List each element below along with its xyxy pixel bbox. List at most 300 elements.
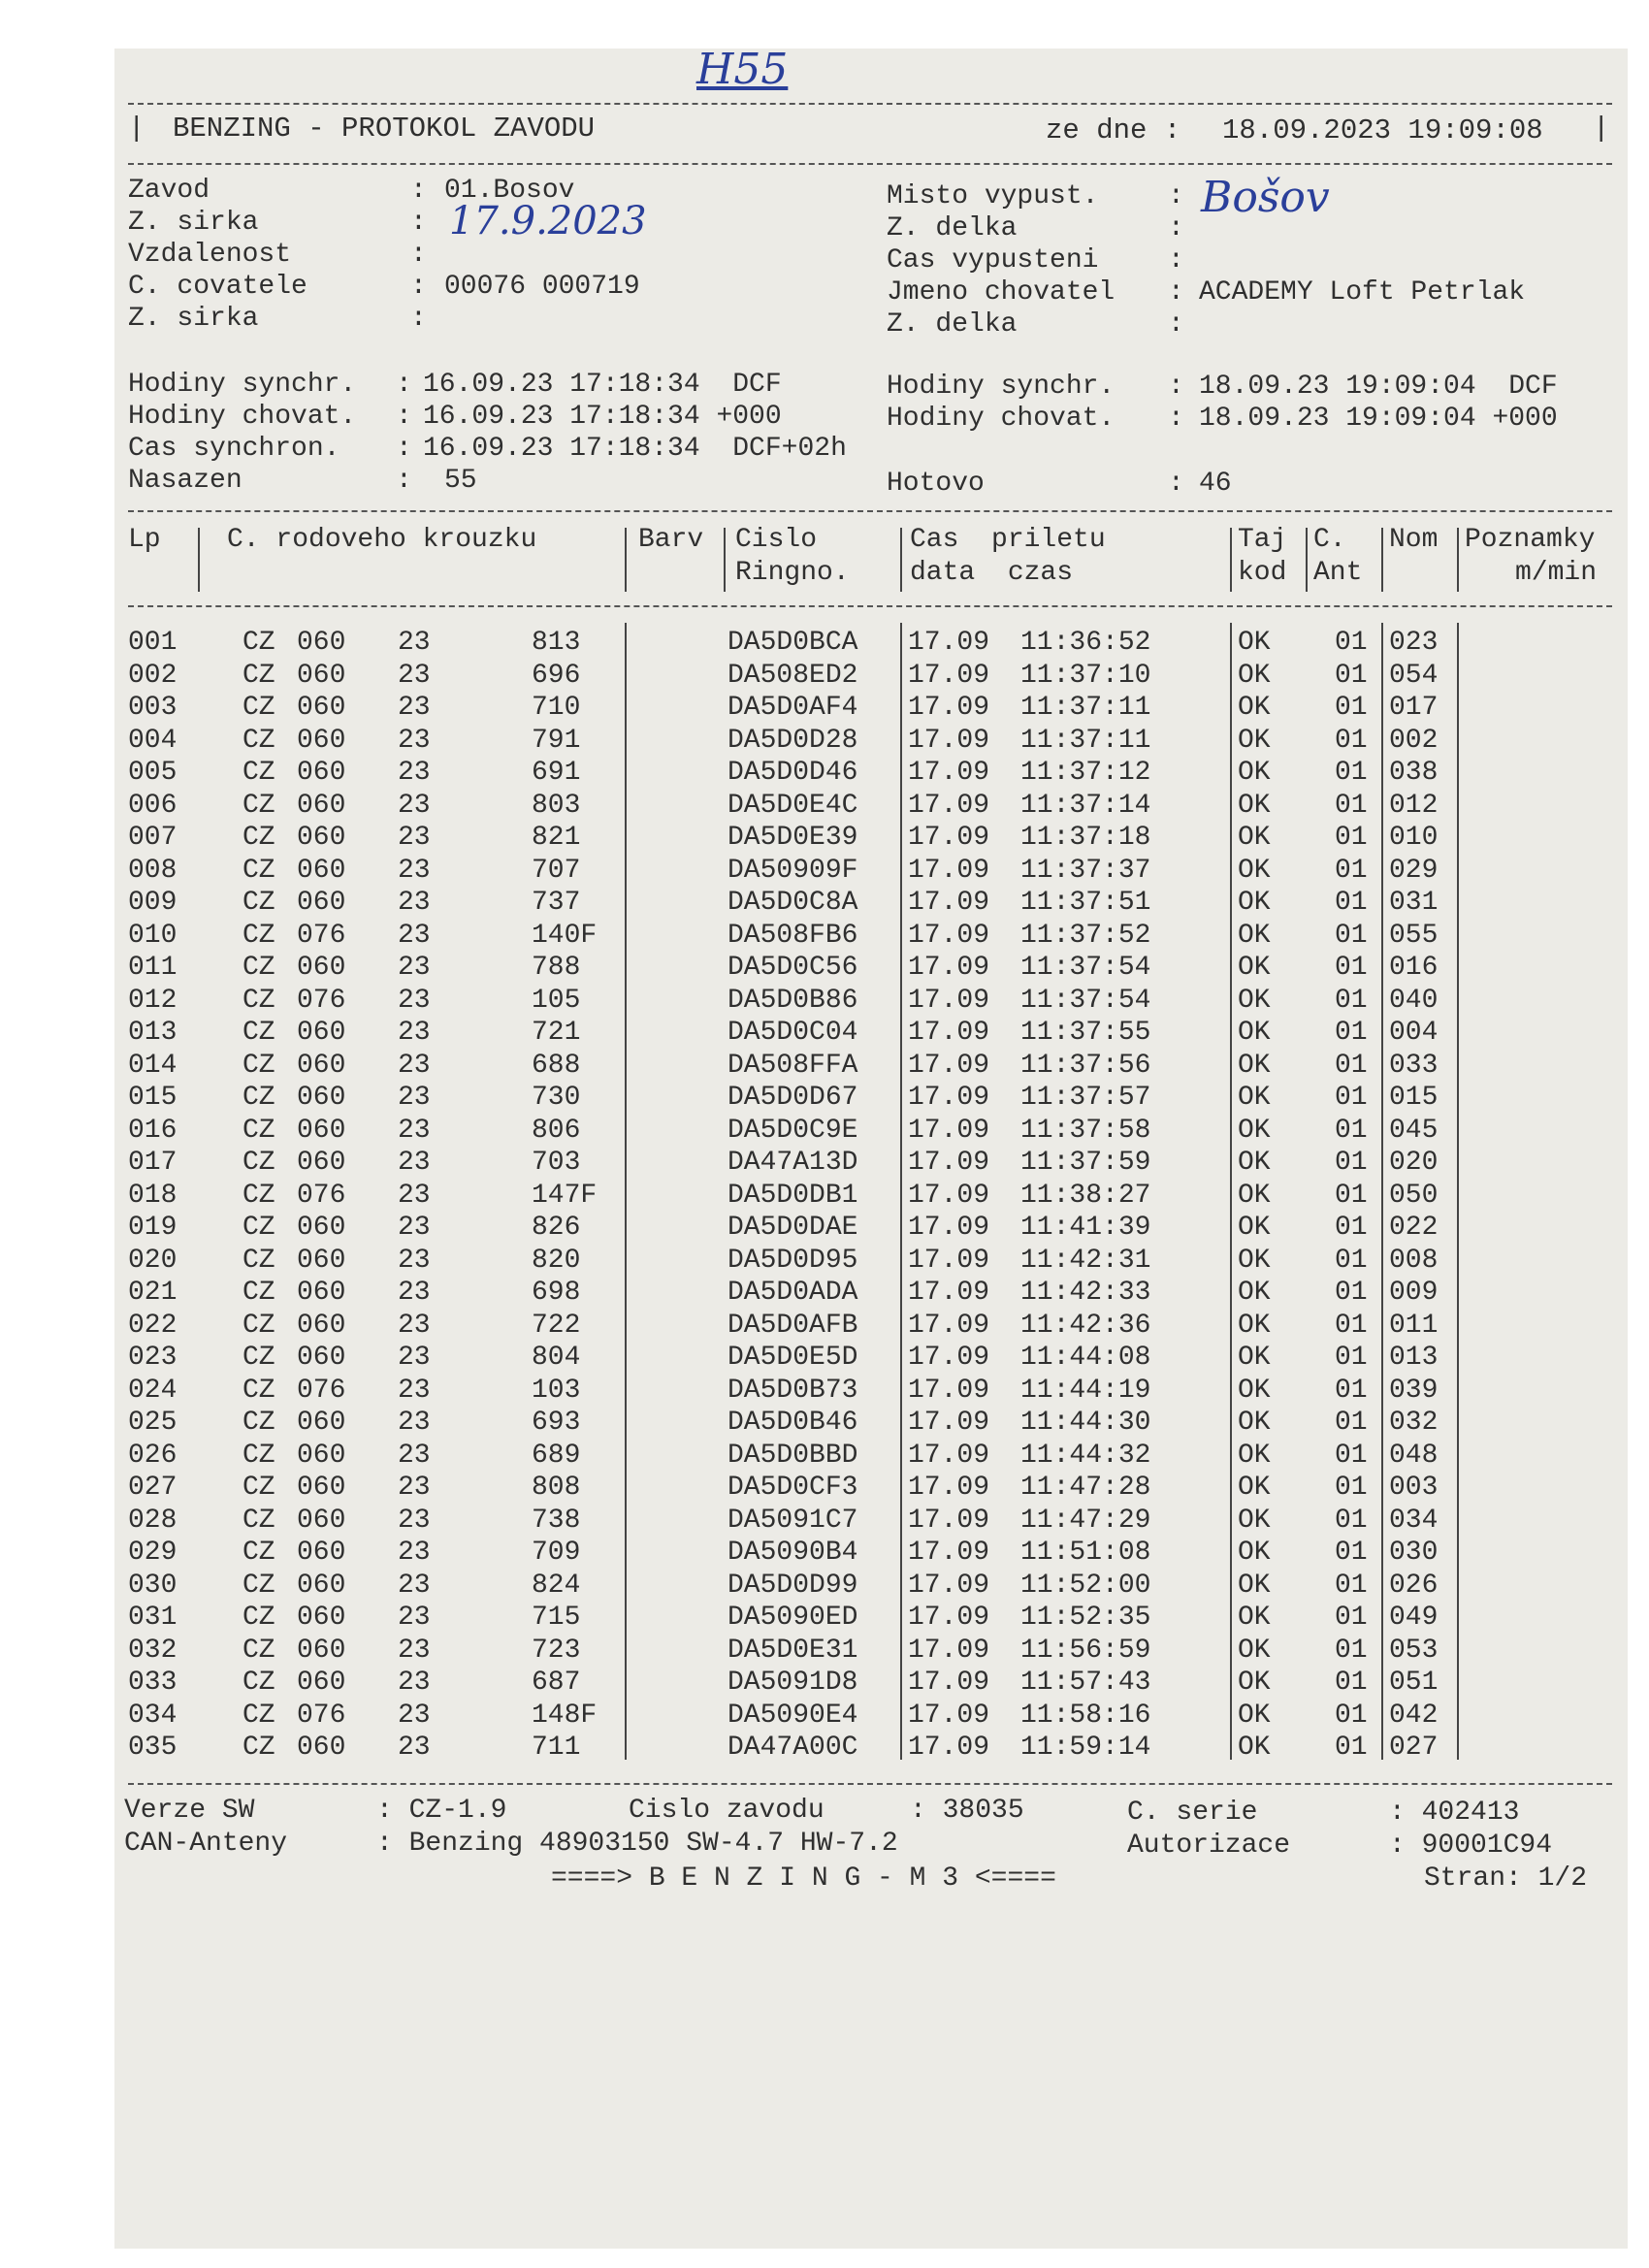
row-time: 11:37:54 <box>1020 985 1151 1016</box>
row-date: 17.09 <box>908 725 990 756</box>
clock-left-value: 16.09.23 17:18:34 +000 <box>423 402 782 432</box>
row-year: 23 <box>398 790 431 821</box>
row-org: 060 <box>297 1635 346 1666</box>
table-row <box>114 920 1628 953</box>
nasazen-value: 55 <box>444 466 477 496</box>
row-time: 11:37:51 <box>1020 888 1151 918</box>
row-lp: 031 <box>128 1603 178 1633</box>
row-time: 11:47:28 <box>1020 1473 1151 1503</box>
row-time: 11:37:10 <box>1020 660 1151 691</box>
row-time: 11:37:52 <box>1020 920 1151 951</box>
row-cz: CZ <box>242 1018 275 1048</box>
row-ringno: DA5D0C9E <box>728 1115 858 1146</box>
info-value-jmeno: ACADEMY Loft Petrlak <box>1199 277 1526 308</box>
row-cz: CZ <box>242 660 275 691</box>
row-year: 23 <box>398 1278 431 1308</box>
row-ringno: DA508ED2 <box>728 660 858 691</box>
row-status: OK <box>1238 823 1271 853</box>
col-c: C. <box>1313 525 1346 555</box>
row-status: OK <box>1238 1278 1271 1308</box>
row-lp: 032 <box>128 1635 178 1666</box>
row-antenna: 01 <box>1335 790 1368 821</box>
info-colon: : <box>410 176 427 206</box>
row-status: OK <box>1238 1115 1271 1146</box>
row-ringno: DA47A00C <box>728 1733 858 1763</box>
row-date: 17.09 <box>908 628 990 658</box>
row-year: 23 <box>398 985 431 1016</box>
info-colon: : <box>396 402 412 432</box>
row-ringno: DA5D0AFB <box>728 1310 858 1341</box>
info-label-z-delka: Z. delka <box>887 213 1018 243</box>
table-row <box>114 1570 1628 1603</box>
row-time: 11:38:27 <box>1020 1180 1151 1211</box>
header-divider <box>1230 528 1232 592</box>
row-time: 11:44:19 <box>1020 1375 1151 1406</box>
row-ringno: DA5D0E39 <box>728 823 858 853</box>
row-status: OK <box>1238 1180 1271 1211</box>
row-ring-number: 813 <box>532 628 581 658</box>
row-cz: CZ <box>242 1148 275 1178</box>
table-row <box>114 692 1628 725</box>
table-row <box>114 1635 1628 1668</box>
row-antenna: 01 <box>1335 855 1368 886</box>
row-cz: CZ <box>242 985 275 1016</box>
row-org: 060 <box>297 1733 346 1763</box>
header-right-bar: | <box>1593 113 1610 145</box>
row-org: 060 <box>297 1050 346 1081</box>
col-data-czas: data czas <box>910 558 1074 588</box>
col-poznamky: Poznamky <box>1465 525 1596 555</box>
row-time: 11:36:52 <box>1020 628 1151 658</box>
row-ringno: DA5D0B86 <box>728 985 858 1016</box>
row-time: 11:42:33 <box>1020 1278 1151 1308</box>
row-org: 060 <box>297 823 346 853</box>
row-nom: 038 <box>1389 758 1439 788</box>
row-nom: 002 <box>1389 725 1439 756</box>
row-lp: 035 <box>128 1733 178 1763</box>
row-year: 23 <box>398 1635 431 1666</box>
row-antenna: 01 <box>1335 1700 1368 1731</box>
info-colon: : <box>1168 181 1184 211</box>
row-lp: 025 <box>128 1408 178 1438</box>
row-ring-number: 709 <box>532 1538 581 1568</box>
row-antenna: 01 <box>1335 1245 1368 1276</box>
row-date: 17.09 <box>908 693 990 723</box>
row-date: 17.09 <box>908 1018 990 1048</box>
row-cz: CZ <box>242 1050 275 1081</box>
row-cz: CZ <box>242 1213 275 1243</box>
col-kod: kod <box>1238 558 1287 588</box>
row-antenna: 01 <box>1335 920 1368 951</box>
row-antenna: 01 <box>1335 1213 1368 1243</box>
row-date: 17.09 <box>908 1473 990 1503</box>
row-year: 23 <box>398 1538 431 1568</box>
verze-label: Verze SW <box>124 1796 255 1826</box>
row-year: 23 <box>398 1473 431 1503</box>
row-ringno: DA5D0E31 <box>728 1635 858 1666</box>
row-status: OK <box>1238 1635 1271 1666</box>
row-date: 17.09 <box>908 660 990 691</box>
row-nom: 039 <box>1389 1375 1439 1406</box>
row-time: 11:42:36 <box>1020 1310 1151 1341</box>
table-row <box>114 1310 1628 1343</box>
row-lp: 029 <box>128 1538 178 1568</box>
row-nom: 016 <box>1389 953 1439 983</box>
handwritten-date: 17.9.2023 <box>449 199 647 243</box>
row-lp: 024 <box>128 1375 178 1406</box>
row-cz: CZ <box>242 920 275 951</box>
table-row <box>114 660 1628 693</box>
row-status: OK <box>1238 1440 1271 1471</box>
row-time: 11:56:59 <box>1020 1635 1151 1666</box>
row-ringno: DA5090B4 <box>728 1538 858 1568</box>
row-ringno: DA5D0C04 <box>728 1018 858 1048</box>
serie-label: C. serie <box>1127 1798 1258 1828</box>
table-divider <box>1381 623 1383 1760</box>
info-colon: : <box>410 240 427 270</box>
row-ring-number: 803 <box>532 790 581 821</box>
table-row <box>114 1667 1628 1700</box>
row-ring-number: 707 <box>532 855 581 886</box>
row-ring-number: 737 <box>532 888 581 918</box>
row-nom: 048 <box>1389 1440 1439 1471</box>
row-cz: CZ <box>242 1538 275 1568</box>
row-year: 23 <box>398 693 431 723</box>
row-date: 17.09 <box>908 953 990 983</box>
header-divider <box>900 528 902 592</box>
row-cz: CZ <box>242 1310 275 1341</box>
row-antenna: 01 <box>1335 1538 1368 1568</box>
row-lp: 015 <box>128 1083 178 1113</box>
row-time: 11:44:08 <box>1020 1343 1151 1373</box>
row-status: OK <box>1238 790 1271 821</box>
table-row <box>114 1602 1628 1635</box>
row-lp: 010 <box>128 920 178 951</box>
row-org: 060 <box>297 1408 346 1438</box>
row-org: 060 <box>297 1603 346 1633</box>
clock-right-label: Hodiny chovat. <box>887 404 1116 434</box>
row-ring-number: 722 <box>532 1310 581 1341</box>
row-cz: CZ <box>242 855 275 886</box>
info-label-zavod: Zavod <box>128 176 210 206</box>
row-cz: CZ <box>242 790 275 821</box>
table-row <box>114 1277 1628 1310</box>
row-org: 060 <box>297 1310 346 1341</box>
col-nom: Nom <box>1389 525 1439 555</box>
row-time: 11:37:37 <box>1020 855 1151 886</box>
row-time: 11:37:11 <box>1020 725 1151 756</box>
nasazen-label: Nasazen <box>128 466 242 496</box>
table-row <box>114 1212 1628 1245</box>
header-divider <box>625 528 627 592</box>
row-antenna: 01 <box>1335 1115 1368 1146</box>
row-nom: 003 <box>1389 1473 1439 1503</box>
table-row <box>114 757 1628 790</box>
row-date: 17.09 <box>908 1213 990 1243</box>
table-row <box>114 1115 1628 1148</box>
row-ringno: DA5D0C56 <box>728 953 858 983</box>
row-org: 060 <box>297 628 346 658</box>
clock-left-value: 16.09.23 17:18:34 DCF <box>423 370 782 400</box>
row-ring-number: 711 <box>532 1733 581 1763</box>
row-org: 060 <box>297 758 346 788</box>
info-colon: : <box>396 466 412 496</box>
row-ringno: DA5D0AF4 <box>728 693 858 723</box>
row-year: 23 <box>398 1083 431 1113</box>
row-ringno: DA5D0E4C <box>728 790 858 821</box>
cislo-zavodu-label: Cislo zavodu <box>629 1796 824 1826</box>
row-cz: CZ <box>242 1375 275 1406</box>
row-status: OK <box>1238 725 1271 756</box>
row-lp: 008 <box>128 855 178 886</box>
row-org: 060 <box>297 1083 346 1113</box>
table-row <box>114 1472 1628 1505</box>
clock-left-label: Hodiny chovat. <box>128 402 357 432</box>
row-antenna: 01 <box>1335 1375 1368 1406</box>
row-antenna: 01 <box>1335 985 1368 1016</box>
row-date: 17.09 <box>908 1245 990 1276</box>
row-nom: 042 <box>1389 1700 1439 1731</box>
row-antenna: 01 <box>1335 660 1368 691</box>
row-antenna: 01 <box>1335 1050 1368 1081</box>
row-status: OK <box>1238 1538 1271 1568</box>
table-row <box>114 1245 1628 1278</box>
hotovo-label: Hotovo <box>887 469 985 499</box>
row-antenna: 01 <box>1335 628 1368 658</box>
row-nom: 040 <box>1389 985 1439 1016</box>
row-lp: 021 <box>128 1278 178 1308</box>
info-colon: : <box>1168 372 1184 402</box>
can-value: : Benzing 48903150 SW-4.7 HW-7.2 <box>376 1829 898 1859</box>
row-year: 23 <box>398 823 431 853</box>
row-ringno: DA5090E4 <box>728 1700 858 1731</box>
col-lp: Lp <box>128 525 161 555</box>
row-nom: 009 <box>1389 1278 1439 1308</box>
row-year: 23 <box>398 758 431 788</box>
row-time: 11:59:14 <box>1020 1733 1151 1763</box>
row-lp: 030 <box>128 1570 178 1601</box>
clock-right-label: Hodiny synchr. <box>887 372 1116 402</box>
protocol-paper <box>114 45 1628 2249</box>
row-cz: CZ <box>242 1115 275 1146</box>
header-divider <box>724 528 726 592</box>
row-date: 17.09 <box>908 1668 990 1698</box>
row-ring-number: 691 <box>532 758 581 788</box>
row-ring-number: 804 <box>532 1343 581 1373</box>
header-divider <box>1306 528 1308 592</box>
row-antenna: 01 <box>1335 823 1368 853</box>
row-antenna: 01 <box>1335 1505 1368 1536</box>
benzing-banner: ====> B E N Z I N G - M 3 <==== <box>551 1863 1056 1894</box>
row-antenna: 01 <box>1335 1733 1368 1763</box>
row-cz: CZ <box>242 1473 275 1503</box>
row-nom: 020 <box>1389 1148 1439 1178</box>
row-nom: 010 <box>1389 823 1439 853</box>
row-ringno: DA5D0D95 <box>728 1245 858 1276</box>
row-time: 11:52:35 <box>1020 1603 1151 1633</box>
row-lp: 016 <box>128 1115 178 1146</box>
row-lp: 013 <box>128 1018 178 1048</box>
row-antenna: 01 <box>1335 693 1368 723</box>
table-row <box>114 627 1628 660</box>
row-status: OK <box>1238 1213 1271 1243</box>
row-org: 060 <box>297 1018 346 1048</box>
row-status: OK <box>1238 1343 1271 1373</box>
protocol-title: BENZING - PROTOKOL ZAVODU <box>173 113 596 145</box>
header-divider <box>1381 528 1383 592</box>
row-lp: 007 <box>128 823 178 853</box>
row-status: OK <box>1238 693 1271 723</box>
row-lp: 019 <box>128 1213 178 1243</box>
row-cz: CZ <box>242 1245 275 1276</box>
row-cz: CZ <box>242 758 275 788</box>
row-ring-number: 788 <box>532 953 581 983</box>
row-lp: 006 <box>128 790 178 821</box>
clock-left-value: 16.09.23 17:18:34 DCF+02h <box>423 434 847 464</box>
row-date: 17.09 <box>908 1343 990 1373</box>
row-nom: 027 <box>1389 1733 1439 1763</box>
row-time: 11:37:59 <box>1020 1148 1151 1178</box>
row-status: OK <box>1238 1050 1271 1081</box>
row-antenna: 01 <box>1335 758 1368 788</box>
row-date: 17.09 <box>908 1733 990 1763</box>
row-status: OK <box>1238 1083 1271 1113</box>
row-year: 23 <box>398 1408 431 1438</box>
info-colon: : <box>1168 277 1184 308</box>
row-status: OK <box>1238 1668 1271 1698</box>
row-ringno: DA5D0ADA <box>728 1278 858 1308</box>
row-ring-number: 105 <box>532 985 581 1016</box>
row-nom: 045 <box>1389 1115 1439 1146</box>
row-cz: CZ <box>242 628 275 658</box>
row-ring-number: 696 <box>532 660 581 691</box>
info-colon: : <box>396 434 412 464</box>
ze-dne-value: 18.09.2023 19:09:08 <box>1222 114 1543 146</box>
verze-value: : CZ-1.9 <box>376 1796 507 1826</box>
row-time: 11:42:31 <box>1020 1245 1151 1276</box>
row-time: 11:37:14 <box>1020 790 1151 821</box>
row-org: 060 <box>297 1343 346 1373</box>
row-nom: 012 <box>1389 790 1439 821</box>
row-lp: 022 <box>128 1310 178 1341</box>
row-nom: 033 <box>1389 1050 1439 1081</box>
row-ring-number: 710 <box>532 693 581 723</box>
row-date: 17.09 <box>908 1310 990 1341</box>
row-antenna: 01 <box>1335 1440 1368 1471</box>
row-nom: 013 <box>1389 1343 1439 1373</box>
row-time: 11:41:39 <box>1020 1213 1151 1243</box>
row-nom: 051 <box>1389 1668 1439 1698</box>
row-org: 060 <box>297 660 346 691</box>
row-ringno: DA508FB6 <box>728 920 858 951</box>
table-row <box>114 1732 1628 1765</box>
row-ring-number: 723 <box>532 1635 581 1666</box>
row-nom: 032 <box>1389 1408 1439 1438</box>
row-ring-number: 103 <box>532 1375 581 1406</box>
row-date: 17.09 <box>908 790 990 821</box>
row-status: OK <box>1238 660 1271 691</box>
table-row <box>114 1505 1628 1538</box>
row-year: 23 <box>398 1180 431 1211</box>
row-year: 23 <box>398 1213 431 1243</box>
row-date: 17.09 <box>908 1148 990 1178</box>
row-antenna: 01 <box>1335 1635 1368 1666</box>
row-status: OK <box>1238 1245 1271 1276</box>
cislo-zavodu-value: : 38035 <box>910 1796 1024 1826</box>
row-date: 17.09 <box>908 1570 990 1601</box>
row-ring-number: 689 <box>532 1440 581 1471</box>
row-cz: CZ <box>242 1343 275 1373</box>
row-cz: CZ <box>242 1278 275 1308</box>
table-divider <box>900 623 902 1760</box>
row-lp: 033 <box>128 1668 178 1698</box>
table-row <box>114 1050 1628 1083</box>
header-divider <box>1457 528 1459 592</box>
row-cz: CZ <box>242 1668 275 1698</box>
row-status: OK <box>1238 1733 1271 1763</box>
row-time: 11:37:54 <box>1020 953 1151 983</box>
row-ringno: DA47A13D <box>728 1148 858 1178</box>
row-org: 076 <box>297 1700 346 1731</box>
row-antenna: 01 <box>1335 953 1368 983</box>
info-label-misto: Misto vypust. <box>887 181 1099 211</box>
row-date: 17.09 <box>908 758 990 788</box>
row-lp: 020 <box>128 1245 178 1276</box>
info-label-vzdalenost: Vzdalenost <box>128 240 292 270</box>
info-colon: : <box>410 272 427 302</box>
row-ring-number: 148F <box>532 1700 598 1731</box>
row-time: 11:44:30 <box>1020 1408 1151 1438</box>
row-time: 11:37:57 <box>1020 1083 1151 1113</box>
row-lp: 017 <box>128 1148 178 1178</box>
table-row <box>114 1082 1628 1115</box>
row-cz: CZ <box>242 1700 275 1731</box>
row-org: 060 <box>297 855 346 886</box>
row-status: OK <box>1238 1310 1271 1341</box>
row-time: 11:37:11 <box>1020 693 1151 723</box>
row-nom: 008 <box>1389 1245 1439 1276</box>
row-ringno: DA5D0E5D <box>728 1343 858 1373</box>
row-cz: CZ <box>242 1505 275 1536</box>
row-date: 17.09 <box>908 855 990 886</box>
row-year: 23 <box>398 1668 431 1698</box>
col-cislo: Cislo <box>735 525 818 555</box>
row-year: 23 <box>398 1018 431 1048</box>
row-antenna: 01 <box>1335 1148 1368 1178</box>
row-org: 060 <box>297 1538 346 1568</box>
row-year: 23 <box>398 1375 431 1406</box>
row-ringno: DA5091D8 <box>728 1668 858 1698</box>
row-org: 060 <box>297 1115 346 1146</box>
row-year: 23 <box>398 1440 431 1471</box>
row-antenna: 01 <box>1335 1668 1368 1698</box>
row-ringno: DA5D0BBD <box>728 1440 858 1471</box>
row-lp: 005 <box>128 758 178 788</box>
row-ring-number: 808 <box>532 1473 581 1503</box>
row-org: 060 <box>297 888 346 918</box>
row-ring-number: 826 <box>532 1213 581 1243</box>
row-time: 11:51:08 <box>1020 1538 1151 1568</box>
table-row <box>114 1180 1628 1213</box>
header-divider <box>198 528 200 592</box>
row-status: OK <box>1238 1375 1271 1406</box>
row-status: OK <box>1238 1408 1271 1438</box>
row-org: 060 <box>297 1440 346 1471</box>
row-nom: 049 <box>1389 1603 1439 1633</box>
row-cz: CZ <box>242 1440 275 1471</box>
row-nom: 023 <box>1389 628 1439 658</box>
row-status: OK <box>1238 1700 1271 1731</box>
